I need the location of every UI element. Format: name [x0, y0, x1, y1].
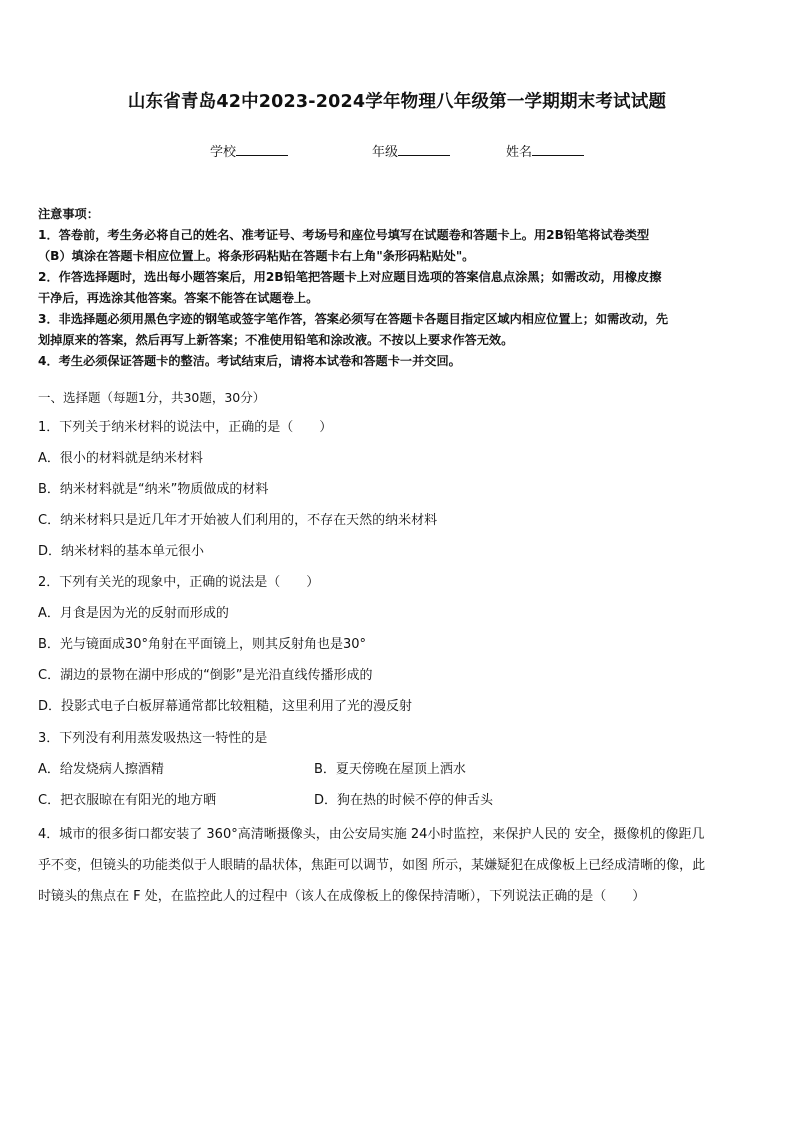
q1-stem: 1．下列关于纳米材料的说法中，正确的是（ ） [38, 420, 333, 435]
notes-line: 1．答卷前，考生务必将自己的姓名、准考证号、考场号和座位号填写在试题卷和答题卡上。用2B铅笔将试卷类型 [38, 228, 650, 242]
notes-heading: 注意事项： [38, 207, 99, 221]
notes-line: 划掉原来的答案，然后再写上新答案；不准使用铅笔和涂改液。不按以上要求作答无效。 [38, 333, 514, 347]
notes-line: 干净后，再选涂其他答案。答案不能答在试题卷上。 [38, 291, 319, 305]
q1-option-a: A．很小的材料就是纳米材料 [38, 451, 203, 466]
section-heading: 一、选择题（每题1分，共30题，30分） [38, 390, 266, 405]
exam-title: 山东省青岛42中2023-2024学年物理八年级第一学期期末考试试题 [127, 92, 667, 112]
q4-line: 4．城市的很多街口都安装了 360°高清晰摄像头，由公安局实施 24小时监控，来保护人民的 安全，摄像机的像距几 [38, 827, 705, 842]
name-blank[interactable] [532, 143, 584, 156]
q3-option-d: D．狗在热的时候不停的伸舌头 [314, 793, 494, 808]
notes-line: 2．作答选择题时，选出每小题答案后，用2B铅笔把答题卡上对应题目选项的答案信息点涂黑；如需改动，用橡皮擦 [38, 270, 662, 284]
q2-option-b: B．光与镜面成30°角射在平面镜上，则其反射角也是30° [38, 637, 367, 652]
notes-line: 4．考生必须保证答题卡的整洁。考试结束后，请将本试卷和答题卡一并交回。 [38, 354, 461, 368]
school-blank[interactable] [236, 143, 288, 156]
q1-option-c: C．纳米材料只是近几年才开始被人们利用的，不存在天然的纳米材料 [38, 513, 438, 528]
q4-line: 时镜头的焦点在 F 处，在监控此人的过程中（该人在成像板上的像保持清晰），下列说法正确的是（ ） [38, 889, 646, 904]
name-label: 姓名 [506, 145, 533, 160]
q2-stem: 2．下列有关光的现象中，正确的说法是（ ） [38, 575, 320, 590]
q1-option-d: D．纳米材料的基本单元很小 [38, 544, 205, 559]
q1-option-b: B．纳米材料就是“纳米”物质做成的材料 [38, 482, 269, 497]
q3-option-b: B．夏天傍晚在屋顶上洒水 [314, 762, 466, 777]
q3-option-a: A．给发烧病人擦酒精 [38, 762, 164, 777]
name-field [506, 141, 584, 160]
notes-line: 3．非选择题必须用黑色字迹的钢笔或签字笔作答，答案必须写在答题卡各题目指定区域内相应位置上；如需改动，先 [38, 312, 669, 326]
grade-blank[interactable] [398, 143, 450, 156]
q3-stem: 3．下列没有利用蒸发吸热这一特性的是 [38, 731, 268, 746]
school-label: 学校 [210, 145, 237, 160]
q4-line: 乎不变，但镜头的功能类似于人眼睛的晶状体，焦距可以调节，如图 所示，某嫌疑犯在成像板上已经成清晰的像，此 [38, 858, 706, 873]
grade-label: 年级 [372, 145, 399, 160]
q3-option-c: C．把衣服晾在有阳光的地方晒 [38, 793, 217, 808]
notes-block [38, 204, 760, 372]
q4-stem [38, 819, 760, 912]
school-field [210, 141, 288, 160]
q2-option-a: A．月食是因为光的反射而形成的 [38, 606, 229, 621]
q2-option-c: C．湖边的景物在湖中形成的“倒影”是光沿直线传播形成的 [38, 668, 373, 683]
q2-option-d: D．投影式电子白板屏幕通常都比较粗糙，这里利用了光的漫反射 [38, 699, 413, 714]
grade-field [372, 141, 450, 160]
notes-line: （B）填涂在答题卡相应位置上。将条形码粘贴在答题卡右上角"条形码粘贴处"。 [38, 249, 475, 263]
